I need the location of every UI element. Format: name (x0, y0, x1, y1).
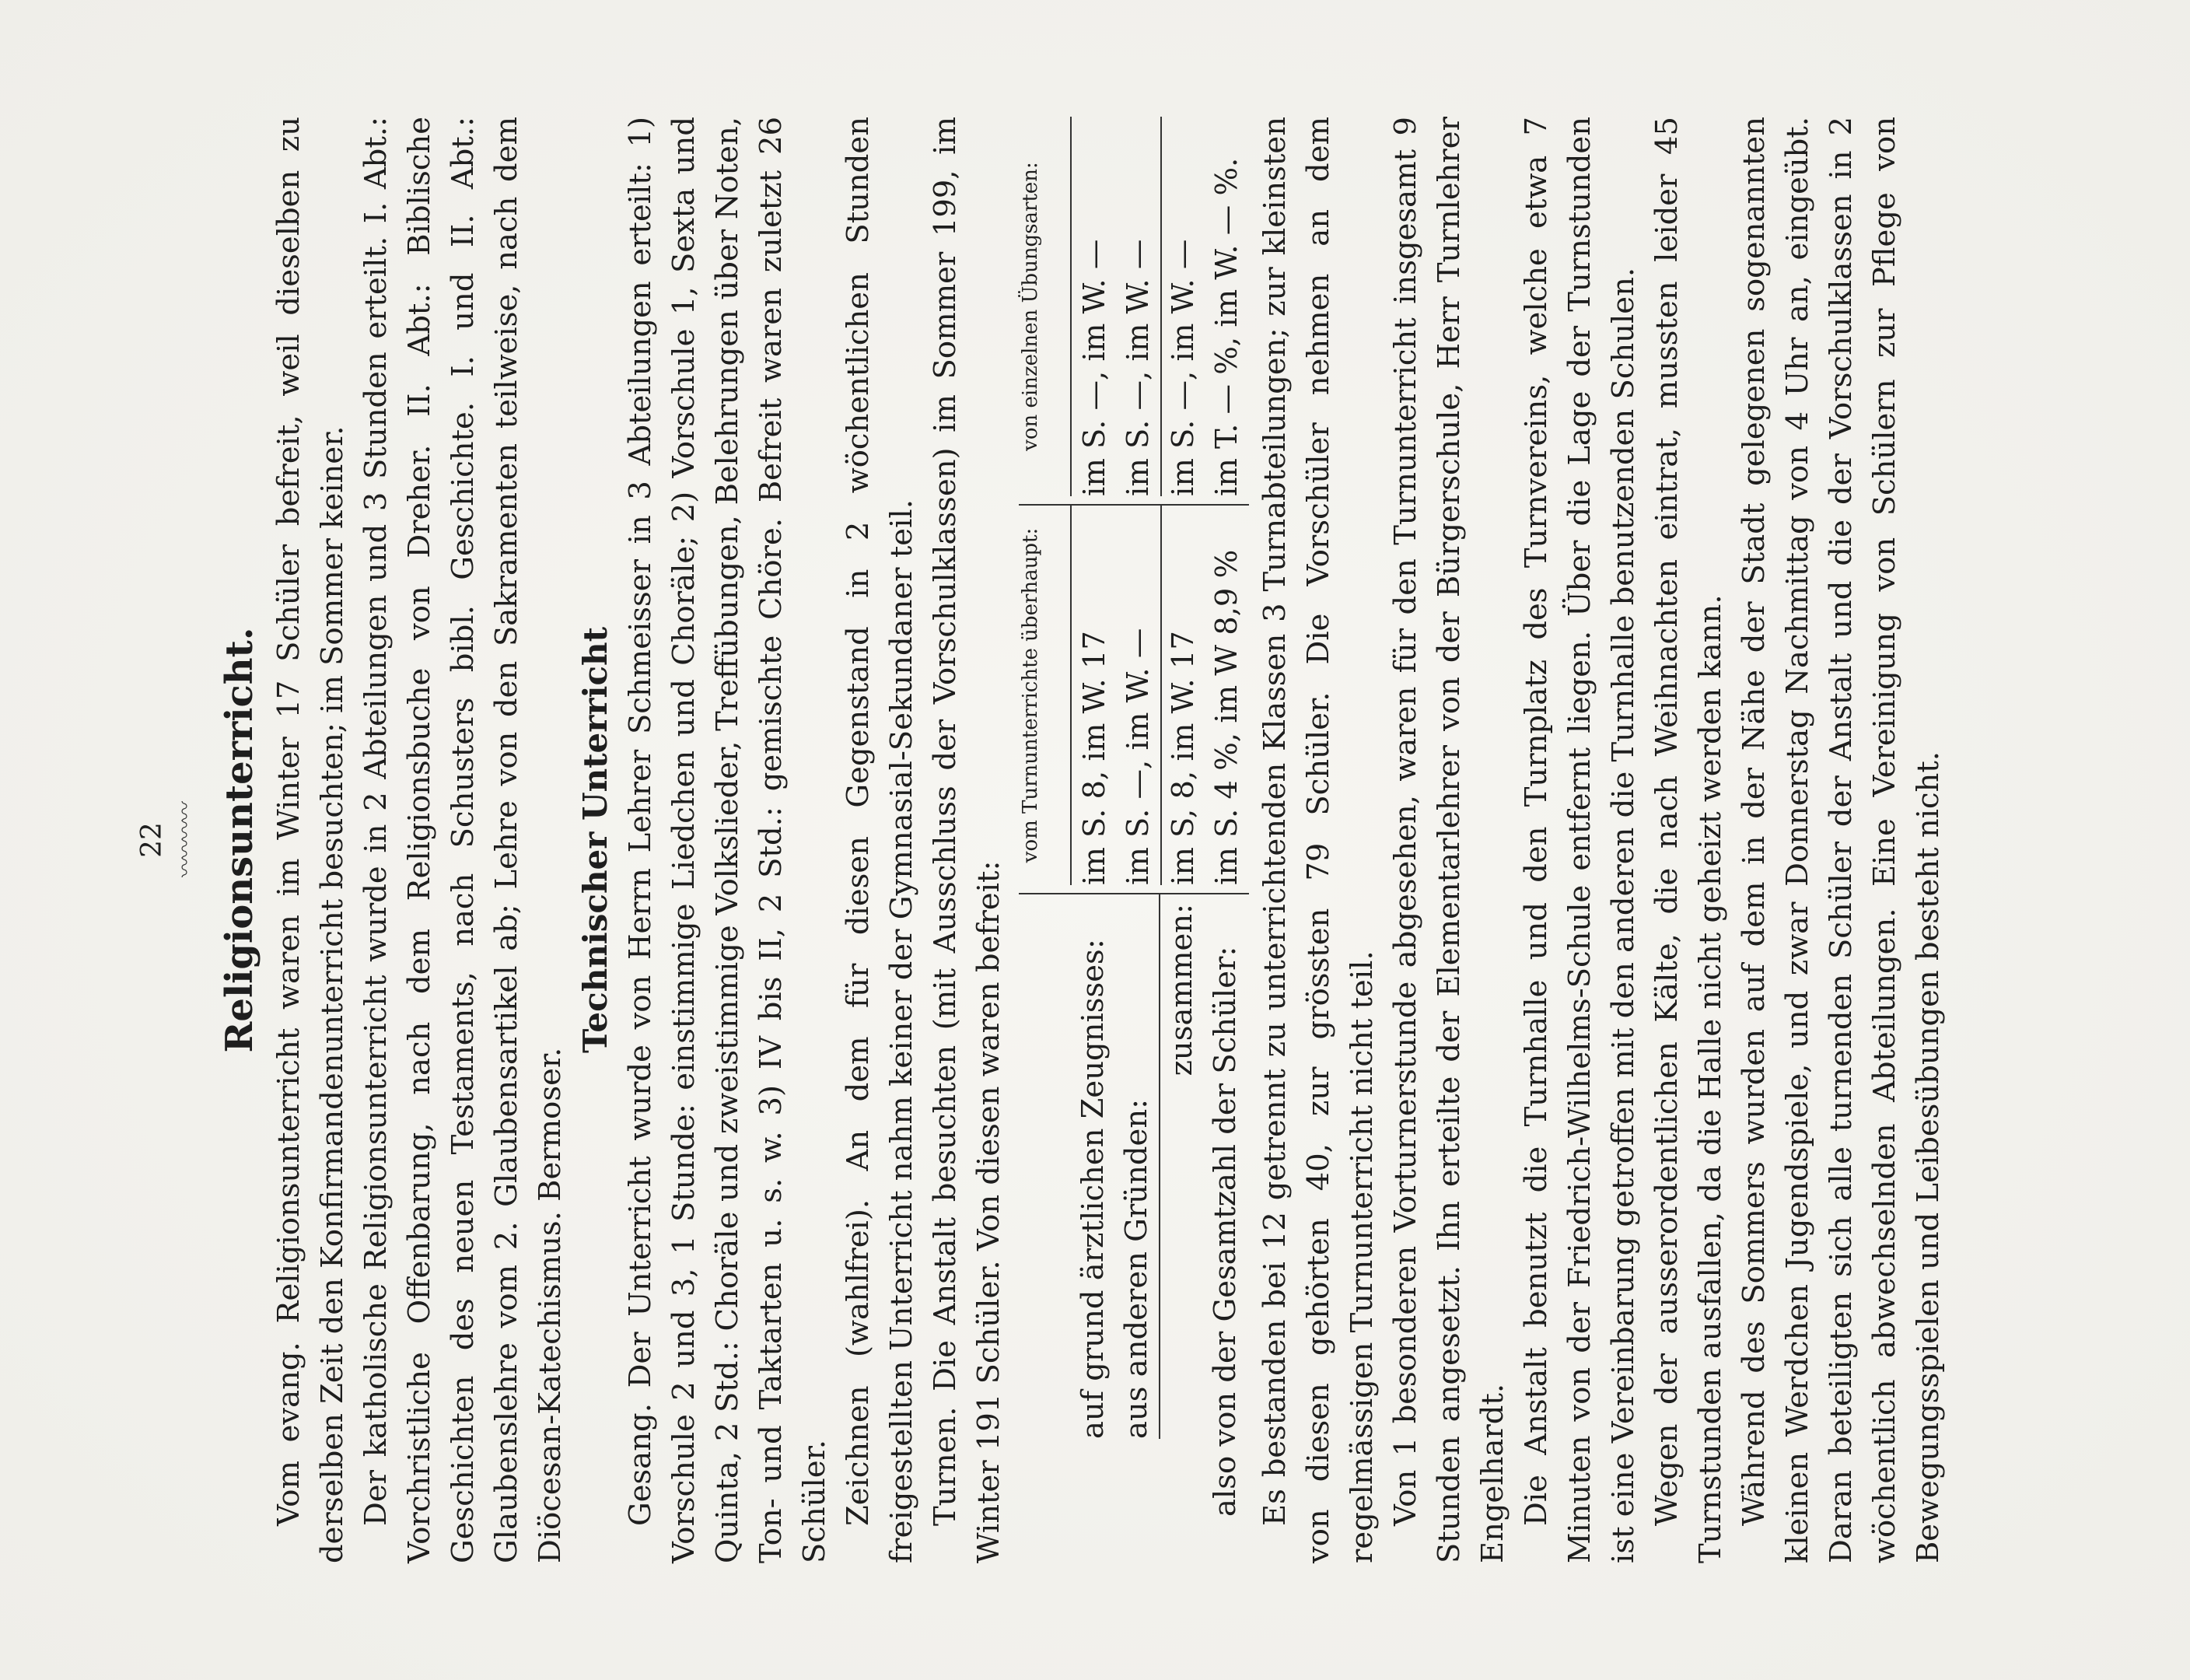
column-header-partial: von einzelnen Übungsarten: (1019, 117, 1072, 496)
cell-medical-overall: im S. 8, im W. 17 (1077, 631, 1112, 885)
gymnastics-classes-paragraph: Es bestanden bei 12 getrennt zu unterrichtenden Klassen 3 Turnabteilungen; zur kleinsten von diesen gehörten 40, zur grössten 79 Schüler. Die Vorschüler nehmen an dem regelmässigen Turnunterricht nicht teil. (1258, 117, 1380, 1563)
table-column-partial (1019, 117, 1249, 506)
document-page (131, 117, 2059, 1563)
religion-evangelical-paragraph: Vom evang. Religionsunterricht waren im Winter 17 Schüler befreit, weil dieselben zu derselben Zeit den Konfirmandenunterricht besuchten; im Sommer keiner. (271, 117, 350, 1563)
gymnastics-hall-paragraph: Die Anstalt benutzt die Turnhalle und den Turnplatz des Turnvereins, welche etwa 7 Minuten von der Friedrich-Wilhelms-Schule entfernt liegen. Über die Lage der Turnstunden ist eine Vereinbarung getroffen mit den anderen die Turnhalle benutzenden Schulen. (1519, 117, 1641, 1563)
cell-other-partial: im S. —, im W. — (1121, 239, 1156, 496)
column-header-overall: vom Turnunterrichte überhaupt: (1019, 506, 1072, 885)
section-title-technical: Technischer Unterricht (576, 627, 614, 1053)
gymnastics-hours-paragraph: Von 1 besonderen Vorturnerstunde abgesehen, waren für den Turnunterricht insgesamt 9 Stunden angesetzt. Ihn erteilte der Elementarlehrer von der Bürgerschule, Herr Turnlehrer Engelhardt. (1388, 117, 1510, 1563)
cell-sum-overall: im S, 8, im W. 17 (1160, 506, 1205, 885)
gymnastics-cold-paragraph: Wegen der ausserordentlichen Kälte, die nach Weihnachten eintrat, mussten leider 45 Turnstunden ausfallen, da die Halle nicht geheizt werden kann. (1649, 117, 1728, 1563)
section-title-religion: Religionsunterricht. (218, 627, 261, 1053)
page-number-ornament: 〰〰〰〰 (174, 803, 198, 878)
row-label-medical: auf grund ärztlichen Zeugnisses: (1076, 939, 1111, 1439)
cell-sum-partial: im S. —, im W. — (1160, 117, 1205, 496)
cell-total-partial: im T. — %, im W. — %. (1209, 157, 1244, 496)
singing-paragraph: Gesang. Der Unterricht wurde von Herrn Lehrer Schmeisser in 3 Abteilungen erteilt: 1) Vorschule 2 und 3, 1 Stunde: einstimmige Liedchen und Choräle; 2) Vorschule 1, Sexta und Quinta, 2 Std.: Choräle und zweistimmige Volkslieder, Treffübungen, Belehrungen über Noten, Ton- und Taktarten u. s. w. 3) IV bis II, 2 Std.: gemischte Chöre. Befreit waren zuletzt 26 Schüler. (623, 117, 832, 1563)
drawing-paragraph: Zeichnen (wahlfrei). An dem für diesen Gegenstand in 2 wöchentlichen Stunden freigestellten Unterricht nahm keiner der Gymnasial-Sekundaner teil. (841, 117, 919, 1563)
table-row-labels (1019, 894, 1249, 1563)
cell-total-overall: im S. 4 %, im W 8,9 % (1209, 549, 1244, 885)
cell-medical-partial: im S. —, im W. — (1077, 239, 1112, 496)
cell-other-overall: im S. —, im W. — (1121, 628, 1156, 885)
row-label-total: also von der Gesamtzahl der Schüler: (1208, 946, 1243, 1517)
page-number: 22 (136, 822, 168, 858)
table-column-overall (1019, 506, 1249, 894)
gymnastics-paragraph: Turnen. Die Anstalt besuchten (mit Ausschluss der Vorschulklassen) im Sommer 199, im Winter 191 Schüler. Von diesen waren befreit: (928, 117, 1006, 1563)
row-label-other: aus anderen Gründen: (1119, 1098, 1154, 1439)
religion-catholic-paragraph: Der katholische Religionsunterricht wurde in 2 Abteilungen und 3 Stunden erteilt. I. Abt.: Vorchristliche Offenbarung, nach dem Religionsbuche von Dreher. II. Abt.: Biblische Geschichten des neuen Testaments, nach Schusters bibl. Geschichte. I. und II. Abt.: Glaubenslehre vom 2. Glaubensartikel ab; Lehre von den Sakramenten teilweise, nach dem Diöcesan-Katechismus. Bermoser. (359, 117, 568, 1563)
row-label-sum: zusammen: (1159, 894, 1204, 1439)
exemption-table (1019, 117, 1249, 1563)
gymnastics-games-paragraph: Während des Sommers wurden auf dem in der Nähe der Stadt gelegenen sogenannten kleinen Werdchen Jugendspiele, und zwar Donnerstag Nachmittag von 4 Uhr an, eingeübt. Daran beteiligten sich alle turnenden Schüler der Anstalt und die der Vorschulklassen in 2 wöchentlich abwechselnden Abteilungen. Eine Vereinigung von Schülern zur Pflege von Bewegungsspielen und Leibesübungen besteht nicht. (1737, 117, 1946, 1563)
